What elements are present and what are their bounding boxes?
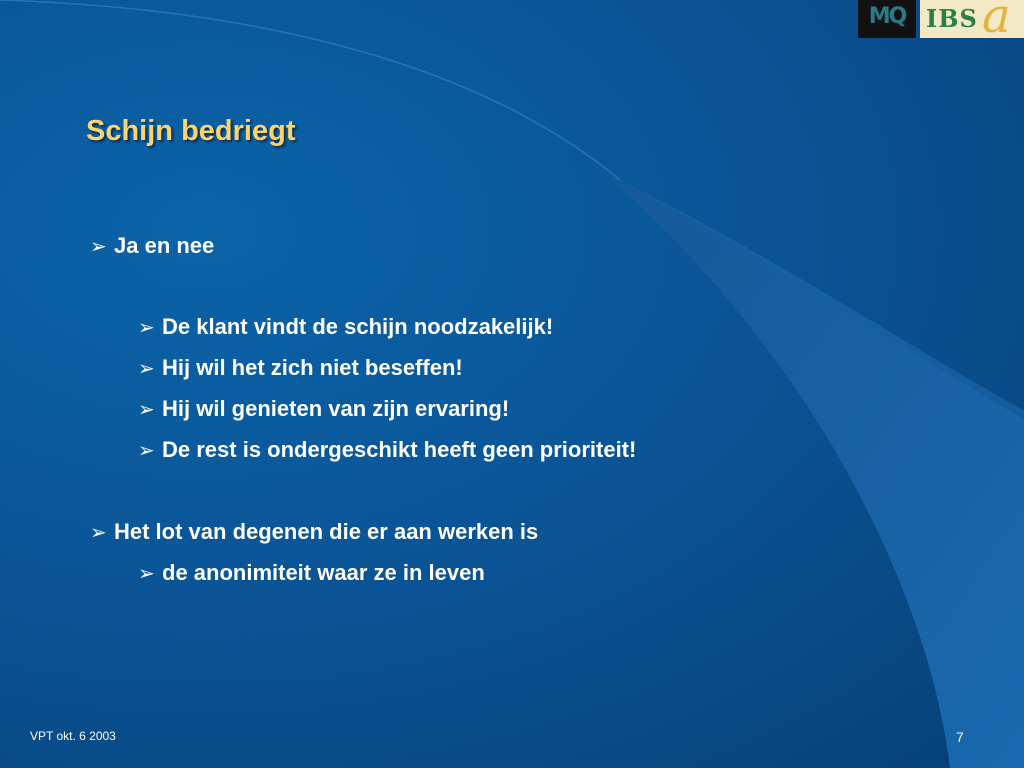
- slide-title: Schijn bedriegt: [86, 115, 296, 147]
- arrow-bullet-icon: ➢: [138, 440, 155, 462]
- bullet-item: [138, 355, 463, 382]
- arrow-bullet-icon: ➢: [138, 399, 155, 421]
- arrow-bullet-icon: ➢: [138, 563, 155, 585]
- bullet-text: Ja en nee: [114, 233, 215, 258]
- bullet-item: [90, 519, 538, 546]
- ibs-logo-alpha: a: [982, 0, 1011, 38]
- mq-logo: MQ: [858, 0, 916, 38]
- ibs-logo: [920, 0, 1024, 38]
- ibs-logo-text: IBS: [926, 4, 978, 33]
- arrow-bullet-icon: ➢: [138, 358, 155, 380]
- page-number: 7: [956, 729, 964, 745]
- bullet-item: [138, 560, 485, 587]
- bullet-text: Hij wil genieten van zijn ervaring!: [162, 396, 510, 421]
- bullet-item: [138, 314, 553, 341]
- arrow-bullet-icon: ➢: [90, 522, 107, 544]
- footer-date: VPT okt. 6 2003: [30, 729, 116, 743]
- bullet-item: [138, 437, 636, 464]
- arrow-bullet-icon: ➢: [138, 317, 155, 339]
- arrow-bullet-icon: ➢: [90, 236, 107, 258]
- company-logo: [858, 0, 1024, 38]
- bullet-text: de anonimiteit waar ze in leven: [162, 560, 485, 585]
- bullet-text: De rest is ondergeschikt heeft geen prioriteit!: [162, 437, 637, 462]
- bullet-text: De klant vindt de schijn noodzakelijk!: [162, 314, 554, 339]
- bullet-item: [90, 233, 214, 260]
- bullet-text: Het lot van degenen die er aan werken is: [114, 519, 539, 544]
- bullet-item: [138, 396, 509, 423]
- bullet-text: Hij wil het zich niet beseffen!: [162, 355, 463, 380]
